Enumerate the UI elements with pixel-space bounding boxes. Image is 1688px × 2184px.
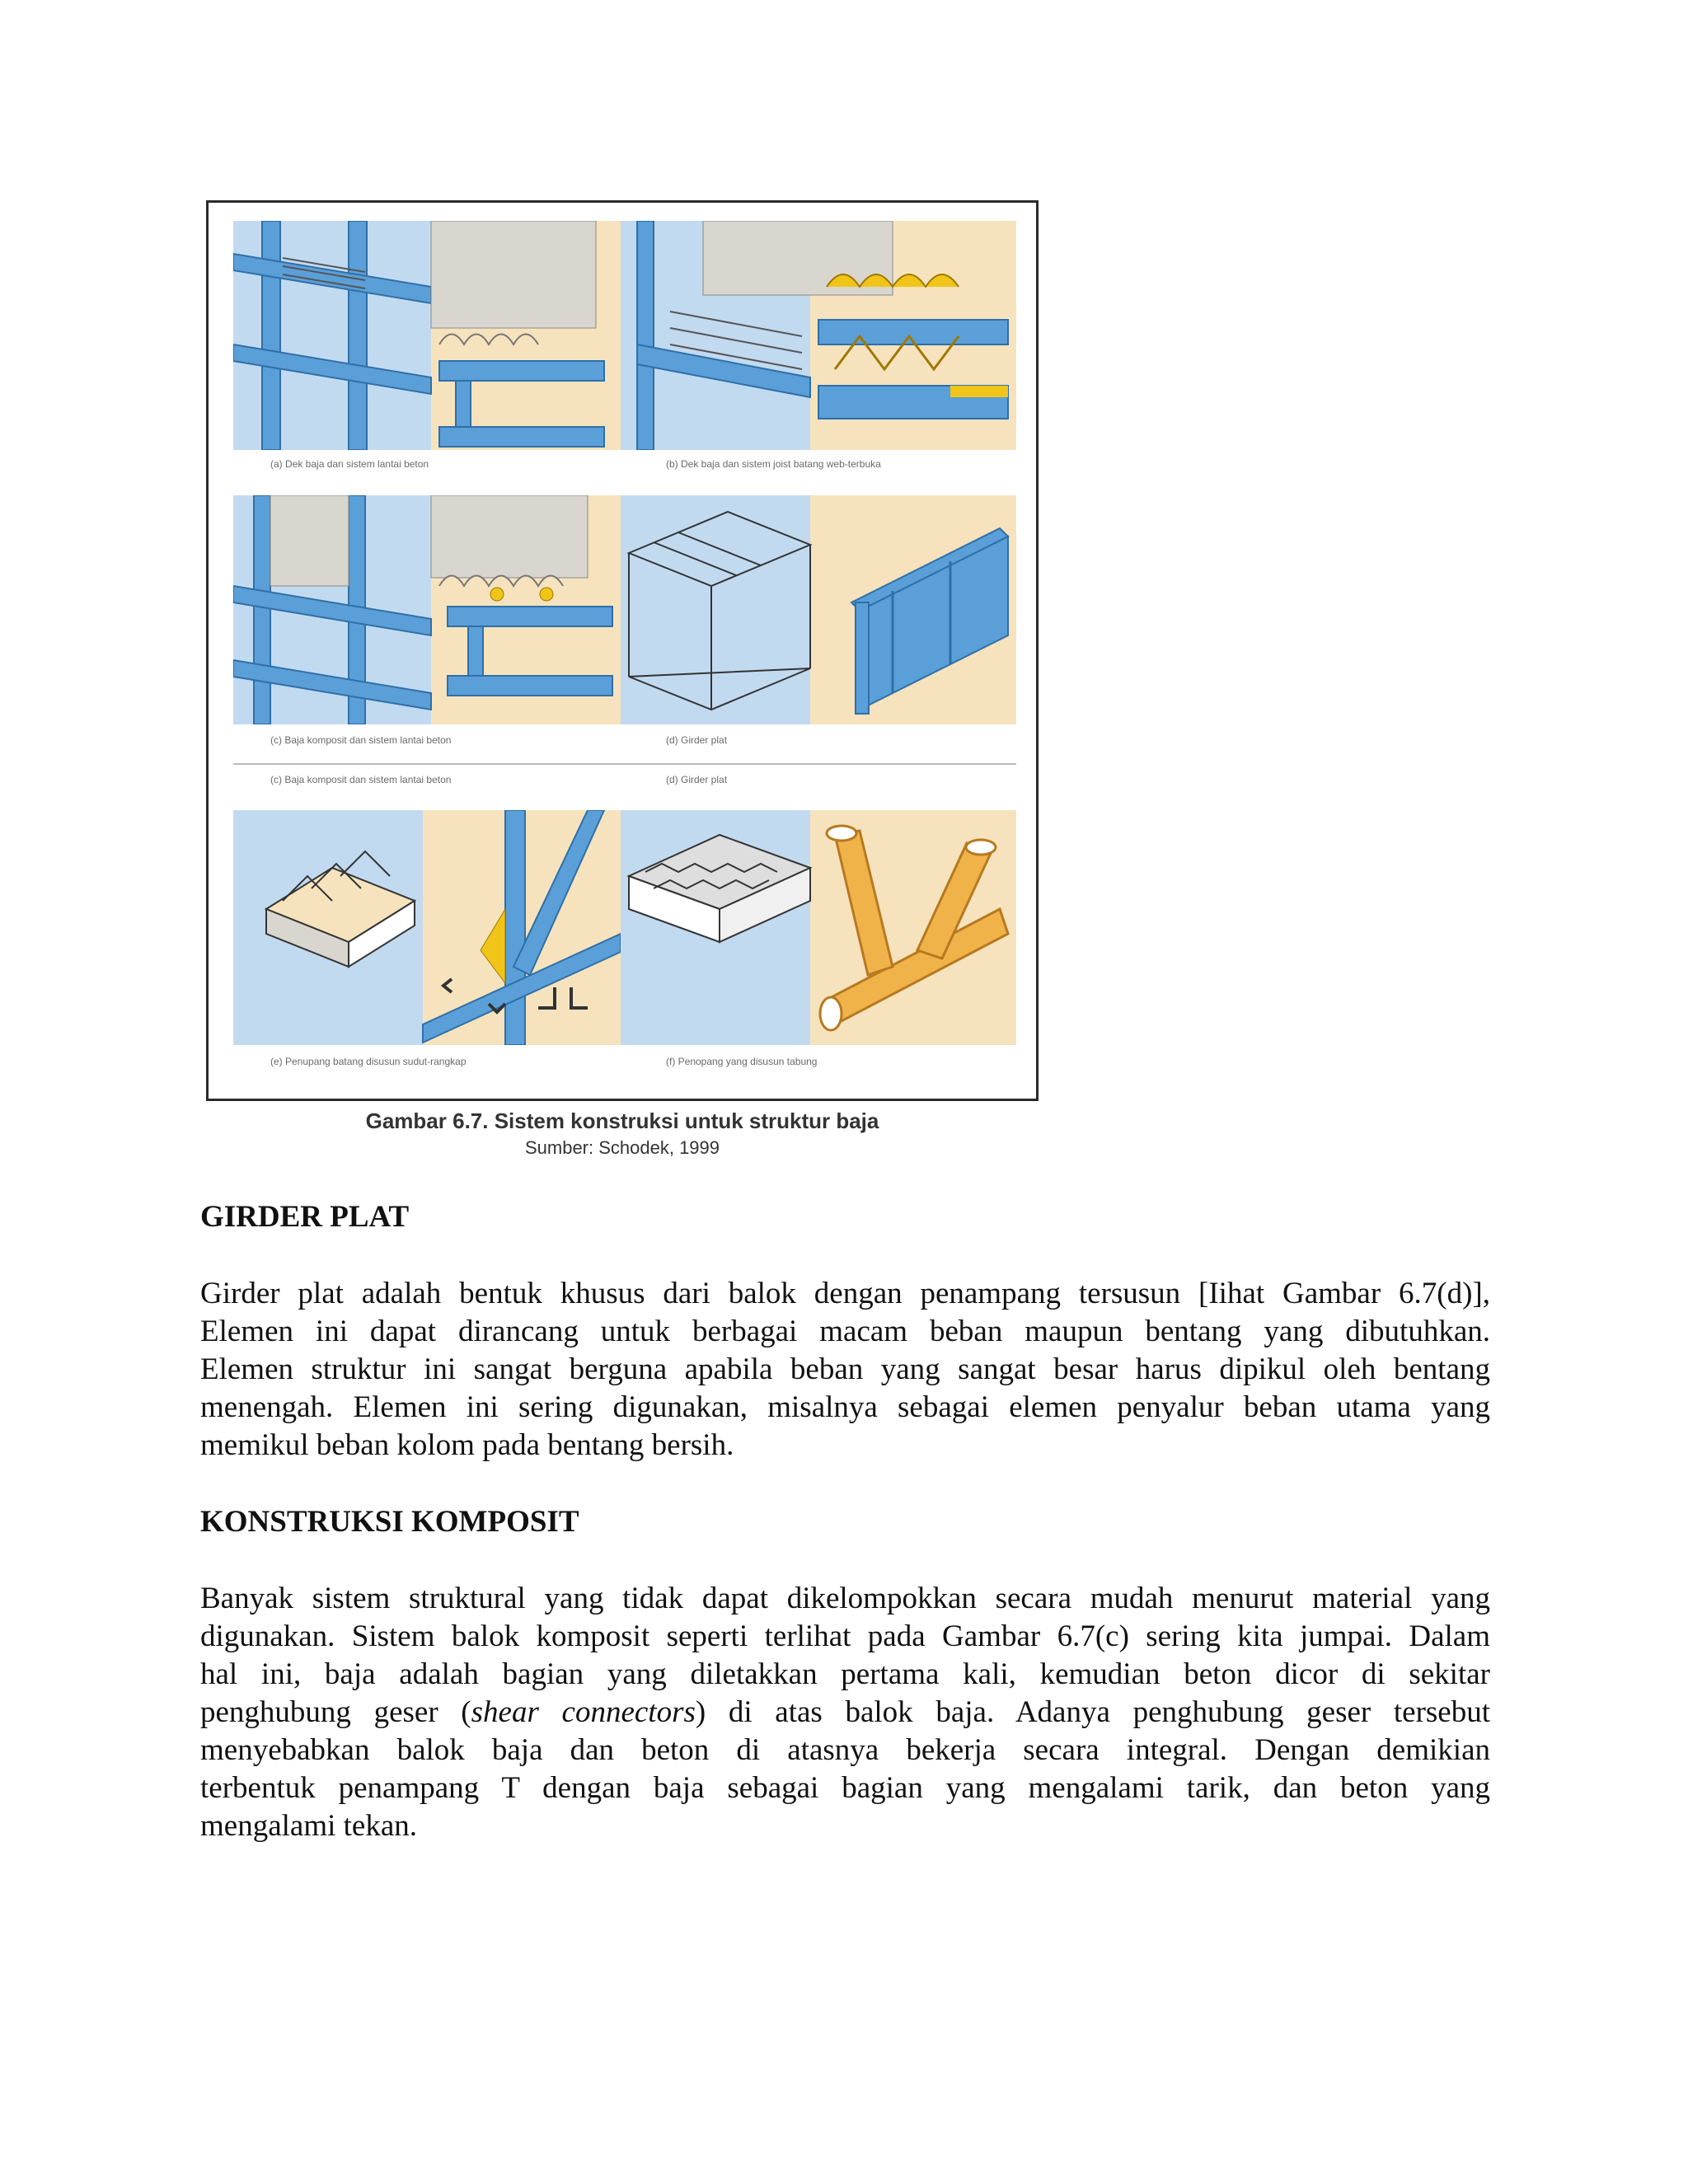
paragraph-line-with-term (200, 1694, 1490, 1732)
panel-f-illustration (621, 810, 1016, 1045)
panel-c-caption: (c) Baja komposit dan sistem lantai beton (270, 734, 452, 746)
paragraph-line: mengalami tekan. (200, 1809, 418, 1843)
section-heading-girder-plat: GIRDER PLAT (200, 1200, 410, 1234)
paragraph-girder-plat (200, 1275, 1490, 1465)
paragraph-line: Girder plat adalah bentuk khusus dari balok dengan penampang tersusun [Iihat Gambar 6.7(d)], (200, 1277, 1490, 1310)
figure-6-7 (206, 200, 1039, 1101)
paragraph-line: menyebabkan balok baja dan beton di atasnya bekerja secara integral. Dengan demikian (200, 1733, 1490, 1767)
section-heading-konstruksi-komposit: KONSTRUKSI KOMPOSIT (200, 1505, 579, 1539)
paragraph-line: memikul beban kolom pada bentang bersih. (200, 1428, 734, 1462)
text-run: ) di atas balok baja. Adanya penghubung geser tersebut (695, 1695, 1490, 1729)
panel-e-caption: (e) Penupang batang disusun sudut-rangkap (270, 1056, 467, 1067)
panel-c-caption-repeat: (c) Baja komposit dan sistem lantai beton (270, 774, 452, 785)
paragraph-line: Elemen ini dapat dirancang untuk berbagai macam beban maupun bentang yang dibutuhkan. (200, 1315, 1490, 1348)
paragraph-line: Elemen struktur ini sangat berguna apabila beban yang sangat besar harus dipikul oleh bentang (200, 1352, 1490, 1386)
figure-divider (233, 763, 1016, 765)
double-angle-bracing-drawing (233, 810, 629, 1045)
panel-a-caption: (a) Dek baja dan sistem lantai beton (270, 458, 429, 470)
paragraph-line: Banyak sistem struktural yang tidak dapat dikelompokkan secara mudah menurut material yang (200, 1582, 1490, 1615)
paragraph-konstruksi-komposit (200, 1580, 1490, 1845)
panel-b-caption: (b) Dek baja dan sistem joist batang web-terbuka (666, 458, 881, 470)
paragraph-line: menengah. Elemen ini sering digunakan, misalnya sebagai elemen penyalur beban utama yang (200, 1390, 1490, 1424)
steel-deck-concrete-floor-drawing (233, 221, 629, 450)
open-web-joist-drawing (621, 221, 1016, 450)
figure-title: Gambar 6.7. Sistem konstruksi untuk struktur baja (365, 1108, 879, 1133)
panel-b-illustration (621, 221, 1016, 450)
panel-c-illustration (233, 495, 629, 724)
panel-f-caption: (f) Penopang yang disusun tabung (666, 1056, 818, 1067)
figure-source: Sumber: Schodek, 1999 (524, 1137, 720, 1158)
panel-d-illustration (621, 495, 1016, 724)
panel-e-illustration (233, 810, 629, 1045)
tubular-bracing-drawing (621, 810, 1016, 1045)
paragraph-line: terbentuk penampang T dengan baja sebagai bagian yang mengalami tarik, dan beton yang (200, 1771, 1490, 1805)
paragraph-line: digunakan. Sistem balok komposit seperti terlihat pada Gambar 6.7(c) sering kita jumpai. Dalam (200, 1619, 1490, 1653)
paragraph-line: hal ini, baja adalah bagian yang diletakkan pertama kali, kemudian beton dicor di sekitar (200, 1657, 1490, 1691)
panel-d-caption: (d) Girder plat (666, 734, 728, 746)
italic-term: shear connectors (471, 1695, 696, 1729)
text-run: penghubung geser ( (200, 1695, 471, 1729)
plate-girder-drawing (621, 495, 1016, 724)
panel-a-illustration (233, 221, 629, 450)
composite-steel-concrete-drawing (233, 495, 629, 724)
panel-d-caption-repeat: (d) Girder plat (666, 774, 728, 785)
